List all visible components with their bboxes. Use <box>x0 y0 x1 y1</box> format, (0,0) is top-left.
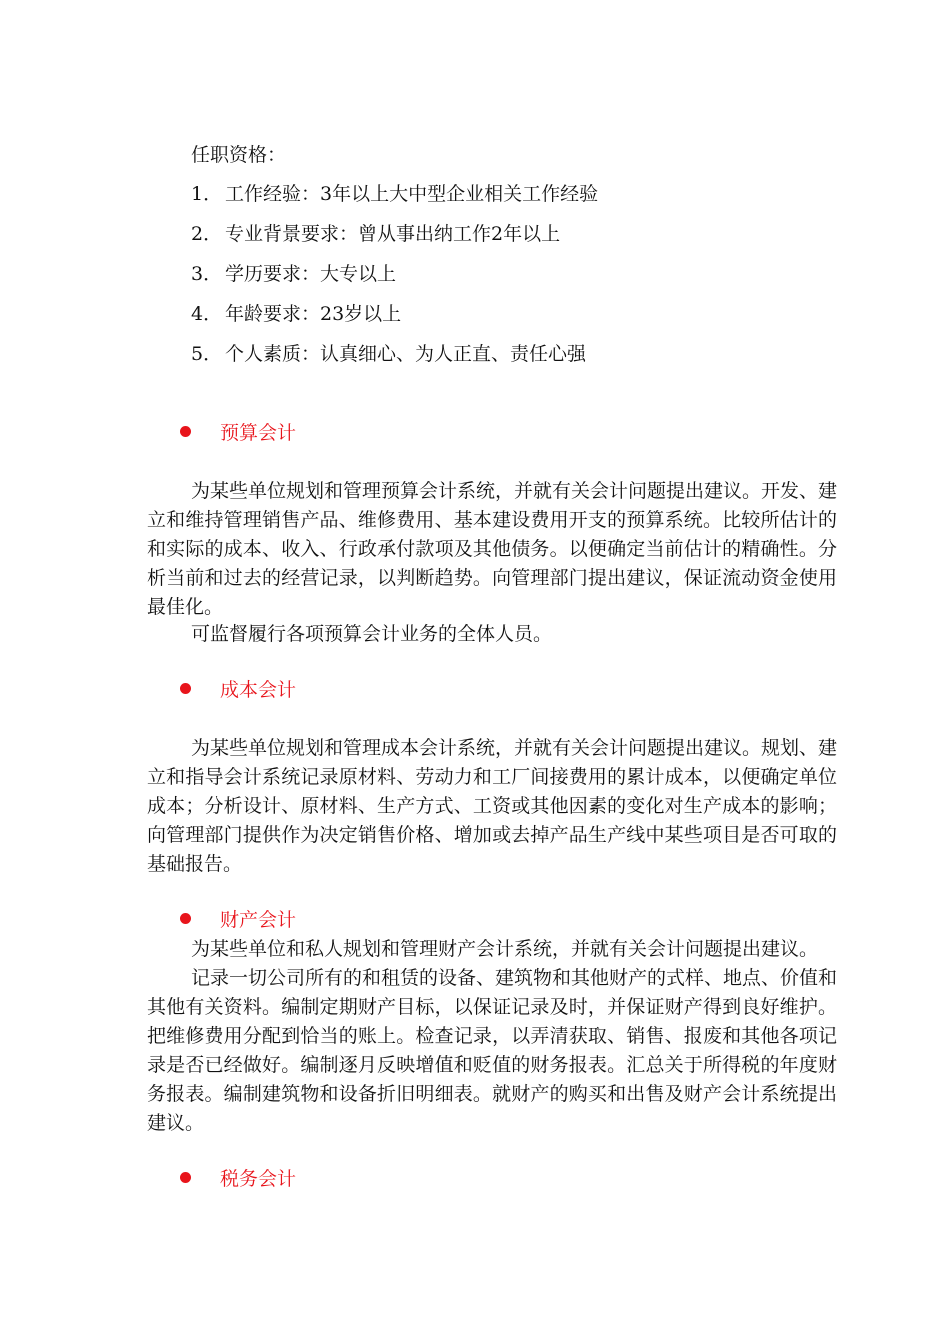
item-text: 个人素质：认真细心、为人正直、责任心强 <box>225 343 587 365</box>
section-heading-cost-accounting <box>180 676 296 705</box>
section-paragraph: 为某些单位规划和管理预算会计系统，并就有关会计问题提出建议。开发、建立和维持管理销售产品、维修费用、基本建设费用开支的预算系统。比较所估计的和实际的成本、收入、行政承付款项及其他债务。以便确定当前估计的精确性。分析当前和过去的经营记录，以判断趋势。向管理部门提出建议，保证流动资金使用最佳化。 <box>147 480 838 618</box>
item-number: 2． <box>191 223 223 245</box>
red-bullet-icon <box>180 1172 191 1183</box>
red-bullet-icon <box>180 683 191 694</box>
qualification-item <box>191 300 401 329</box>
red-bullet-icon <box>180 426 191 437</box>
qualifications-heading: 任职资格： <box>191 144 287 166</box>
section-title: 成本会计 <box>220 679 297 701</box>
section-paragraph: 可监督履行各项预算会计业务的全体人员。 <box>191 623 553 645</box>
item-text: 学历要求：大专以上 <box>225 263 397 285</box>
item-number: 5． <box>191 343 223 365</box>
section-paragraph: 记录一切公司所有的和租赁的设备、建筑物和其他财产的式样、地点、价值和其他有关资料。编制定期财产目标，以保证记录及时，并保证财产得到良好维护。把维修费用分配到恰当的账上。检查记录，以弄清获取、销售、报废和其他各项记录是否已经做好。编制逐月反映增值和贬值的财务报表。汇总关于所得税的年度财务报表。编制建筑物和设备折旧明细表。就财产的购买和出售及财产会计系统提出建议。 <box>147 967 838 1134</box>
item-text: 年龄要求：23岁以上 <box>225 303 402 325</box>
red-bullet-icon <box>180 913 191 924</box>
section-heading-budget-accounting <box>180 419 296 448</box>
section-title: 税务会计 <box>220 1168 297 1190</box>
item-number: 1． <box>191 183 223 205</box>
qualification-item <box>191 340 586 369</box>
item-number: 3． <box>191 263 223 285</box>
section-paragraph: 为某些单位和私人规划和管理财产会计系统，并就有关会计问题提出建议。 <box>191 938 819 960</box>
section-title: 预算会计 <box>220 422 297 444</box>
qualification-item <box>191 180 598 209</box>
item-number: 4． <box>191 303 223 325</box>
section-heading-tax-accounting <box>180 1165 296 1194</box>
qualification-item <box>191 220 560 249</box>
item-text: 专业背景要求：曾从事出纳工作2年以上 <box>225 223 561 245</box>
item-text: 工作经验：3年以上大中型企业相关工作经验 <box>225 183 599 205</box>
section-title: 财产会计 <box>220 909 297 931</box>
section-paragraph: 为某些单位规划和管理成本会计系统，并就有关会计问题提出建议。规划、建立和指导会计系统记录原材料、劳动力和工厂间接费用的累计成本，以便确定单位成本；分析设计、原材料、生产方式、工资或其他因素的变化对生产成本的影响；向管理部门提供作为决定销售价格、增加或去掉产品生产线中某些项目是否可取的基础报告。 <box>147 737 838 875</box>
section-heading-property-accounting <box>180 906 296 935</box>
qualification-item <box>191 260 396 289</box>
